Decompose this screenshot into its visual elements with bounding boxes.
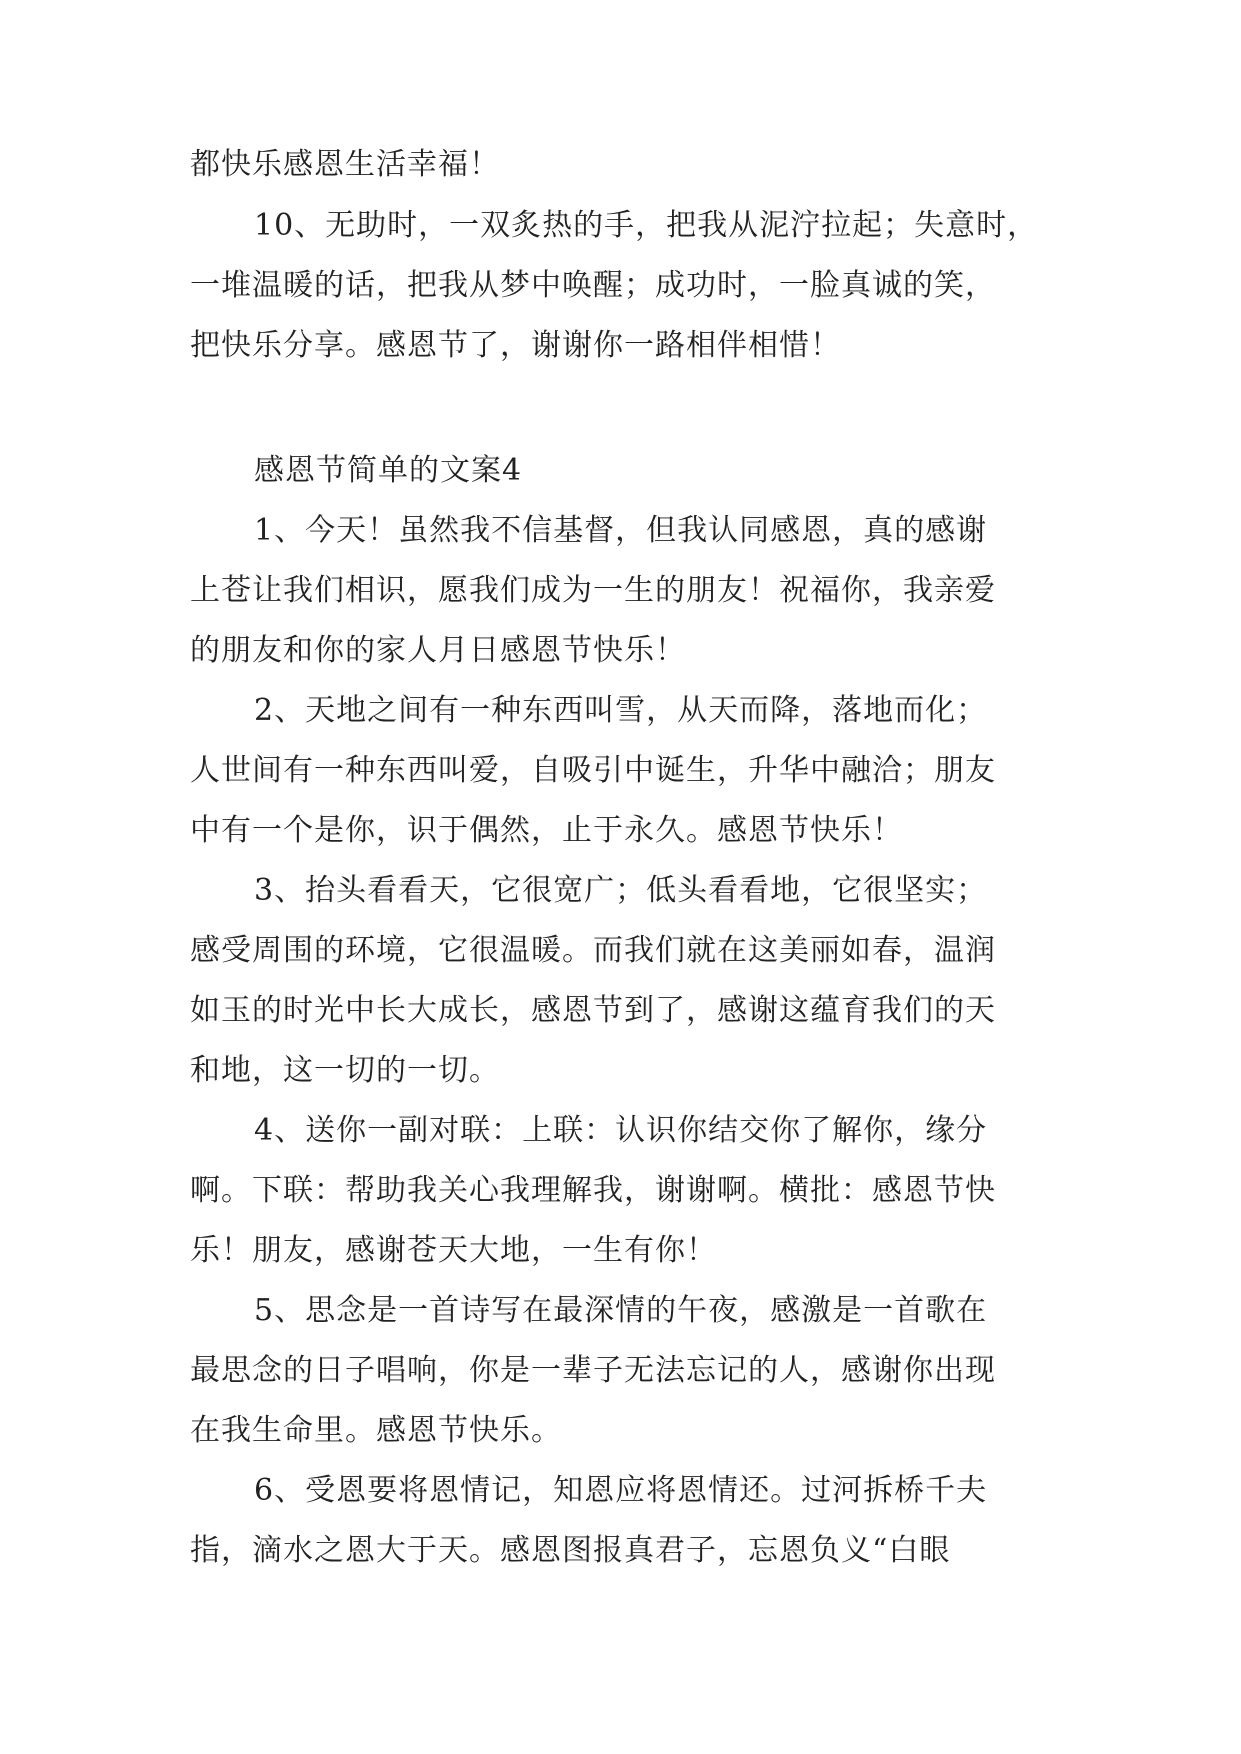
text-line: 4、送你一副对联：上联：认识你结交你了解你，缘分 xyxy=(254,1113,988,1148)
text-line: 啊。下联：帮助我关心我理解我，谢谢啊。横批：感恩节快 xyxy=(190,1173,996,1208)
text-line: 指，滴水之恩大于天。感恩图报真君子，忘恩负义“白眼 xyxy=(190,1533,951,1568)
text-line: 一堆温暖的话，把我从梦中唤醒；成功时，一脸真诚的笑， xyxy=(190,268,996,303)
text-line: 1、今天！虽然我不信基督，但我认同感恩，真的感谢 xyxy=(254,513,988,548)
text-line: 中有一个是你，识于偶然，止于永久。感恩节快乐！ xyxy=(190,813,903,848)
text-line: 在我生命里。感恩节快乐。 xyxy=(190,1413,562,1448)
text-line: 2、天地之间有一种东西叫雪，从天而降，落地而化； xyxy=(254,693,988,728)
text-line: 的朋友和你的家人月日感恩节快乐！ xyxy=(190,633,686,668)
text-line: 都快乐感恩生活幸福！ xyxy=(190,147,500,182)
text-line: 乐！朋友，感谢苍天大地，一生有你！ xyxy=(190,1233,717,1268)
text-line: 感受周围的环境，它很温暖。而我们就在这美丽如春，温润 xyxy=(190,933,996,968)
text-line: 10、无助时，一双炙热的手，把我从泥泞拉起；失意时， xyxy=(254,208,1039,243)
section-heading: 感恩节简单的文案4 xyxy=(254,453,523,488)
text-line: 如玉的时光中长大成长，感恩节到了，感谢这蕴育我们的天 xyxy=(190,993,996,1028)
text-line: 6、受恩要将恩情记，知恩应将恩情还。过河拆桥千夫 xyxy=(254,1473,988,1508)
text-line: 把快乐分享。感恩节了，谢谢你一路相伴相惜！ xyxy=(190,328,841,363)
text-line: 人世间有一种东西叫爱，自吸引中诞生，升华中融洽；朋友 xyxy=(190,753,996,788)
text-line: 5、思念是一首诗写在最深情的午夜，感激是一首歌在 xyxy=(254,1293,988,1328)
text-line: 最思念的日子唱响，你是一辈子无法忘记的人，感谢你出现 xyxy=(190,1353,996,1388)
text-line: 和地，这一切的一切。 xyxy=(190,1053,500,1088)
text-line: 3、抬头看看天，它很宽广；低头看看地，它很坚实； xyxy=(254,873,988,908)
text-line: 上苍让我们相识，愿我们成为一生的朋友！祝福你，我亲爱 xyxy=(190,573,996,608)
